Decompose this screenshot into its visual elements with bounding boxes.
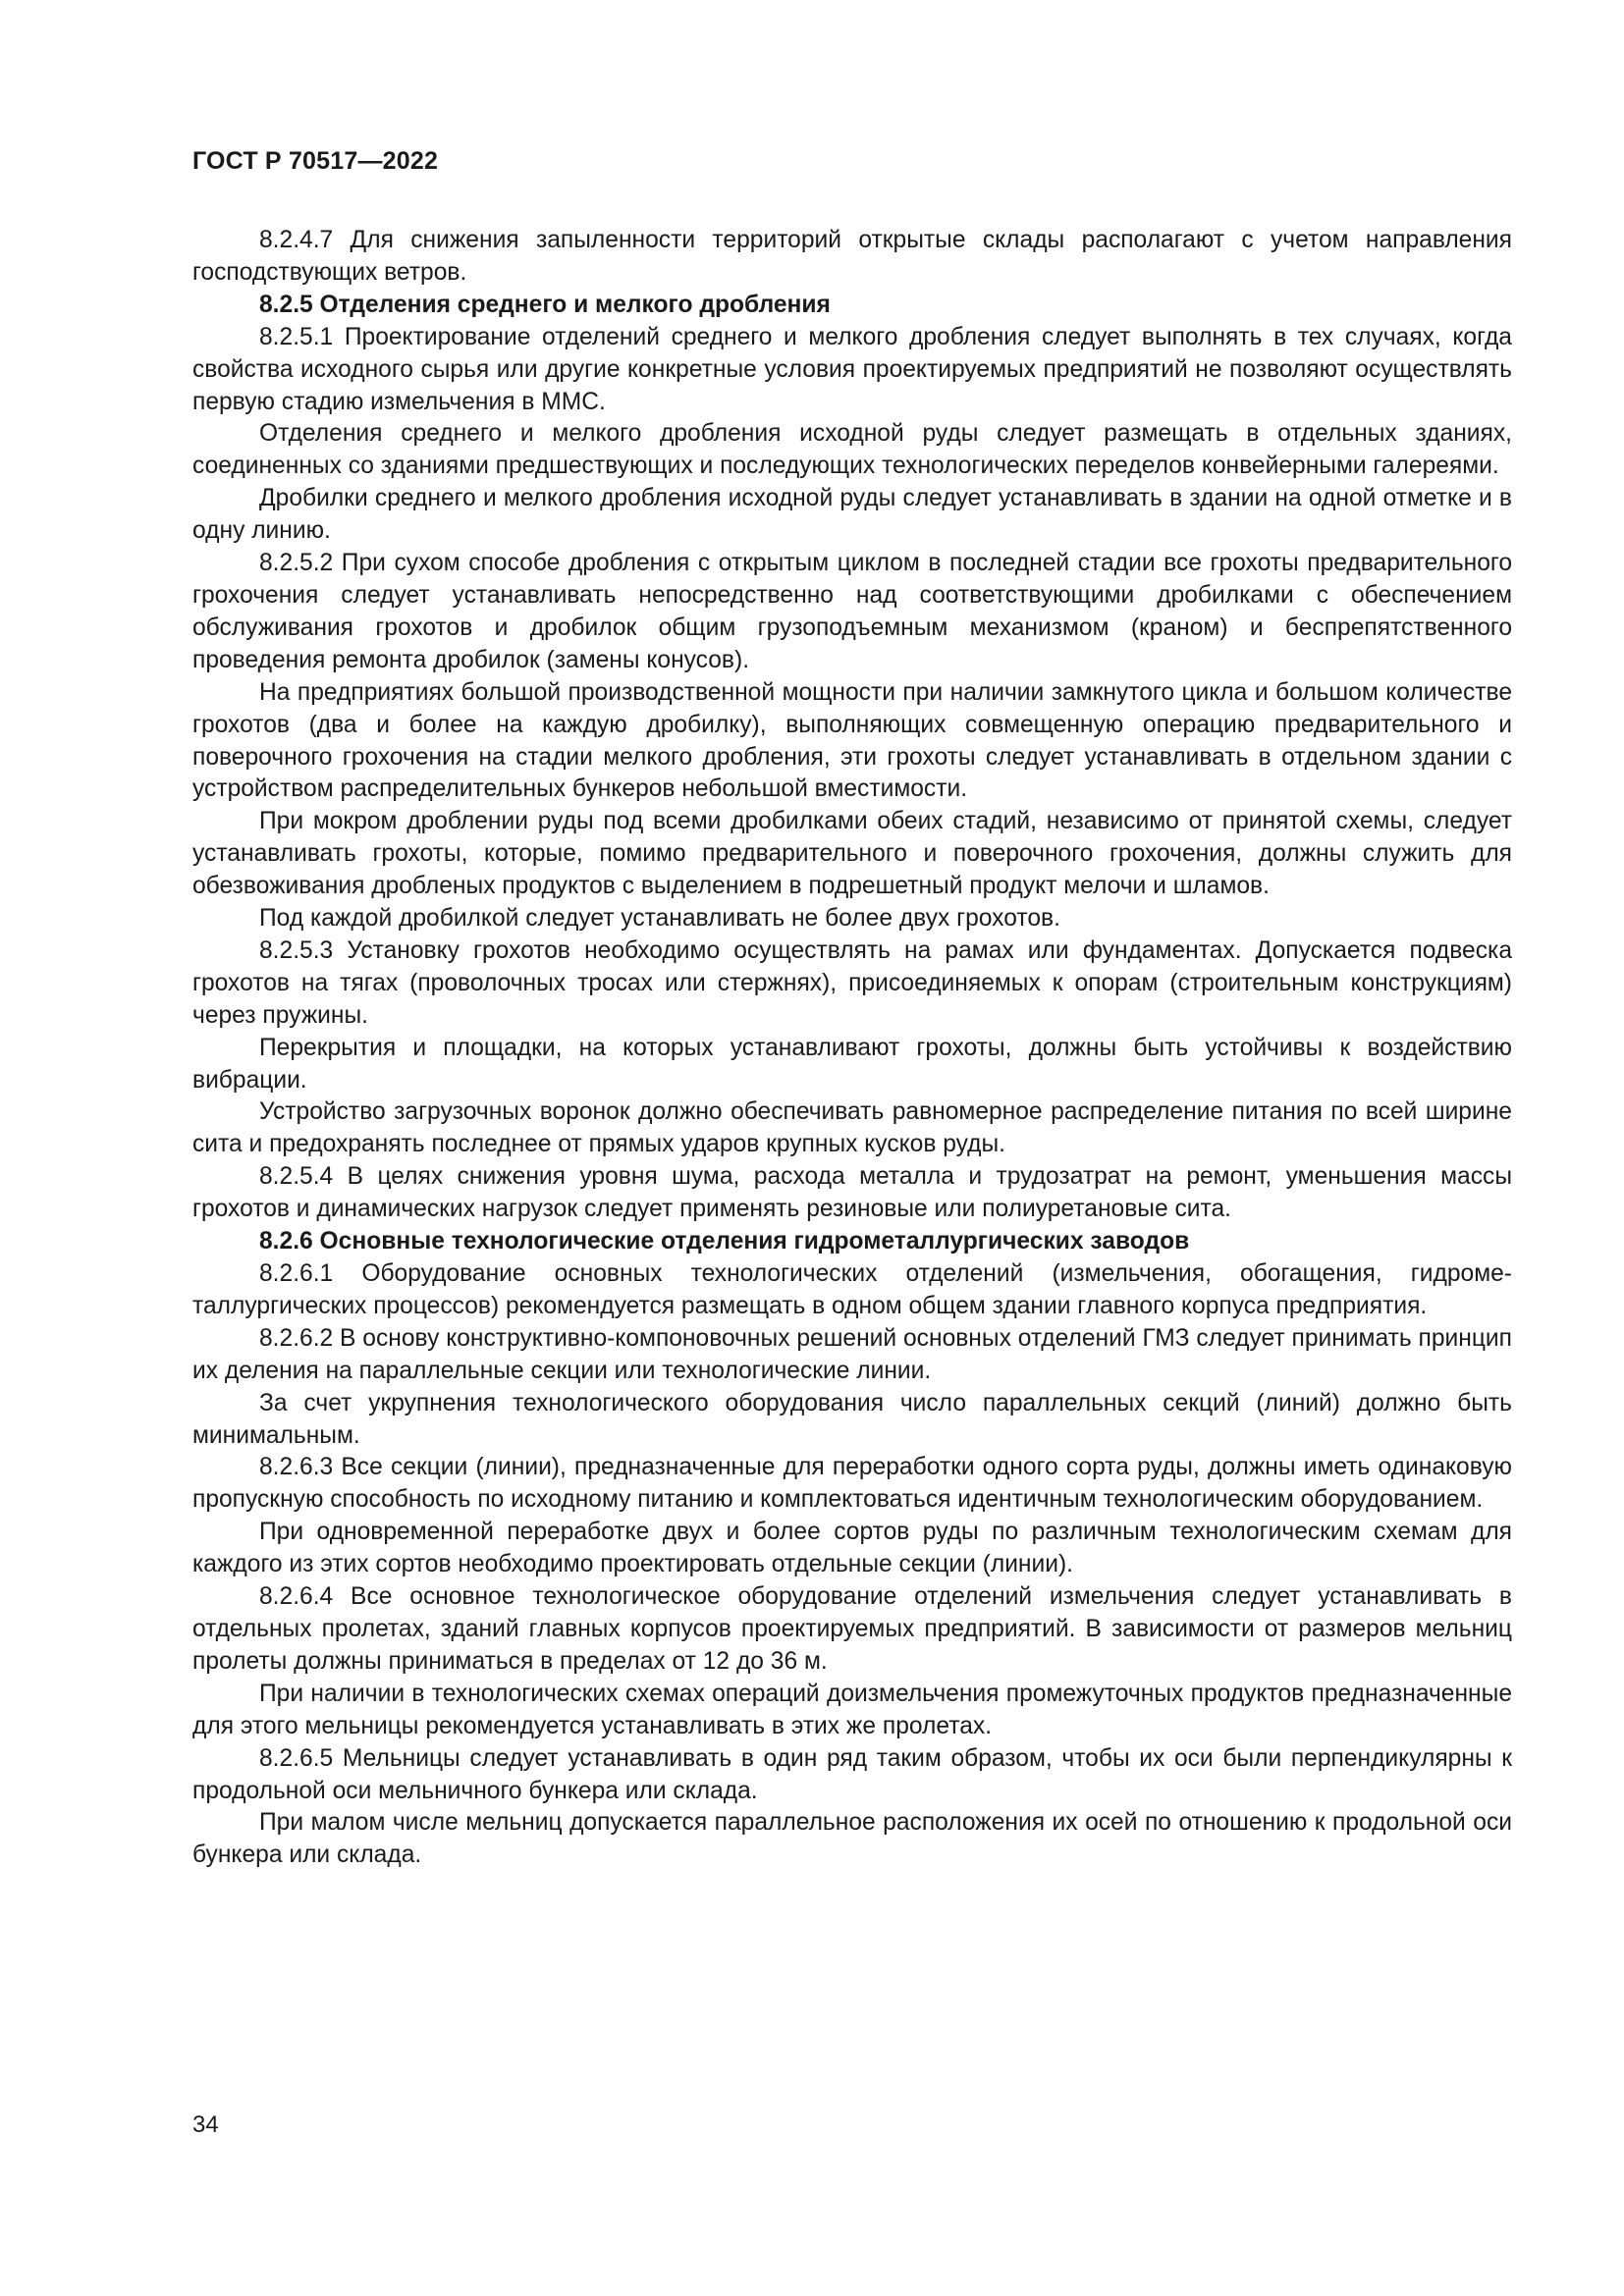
- paragraph: При наличии в технологических схемах операций доизмельчения промежуточных продуктов предназначенные для этого мельницы рекомендуется устанавливать в этих же пролетах.: [192, 1680, 1512, 1739]
- paragraph-8-2-6-4: 8.2.6.4 Все основное технологическое оборудование отделений измельчения следует устанавливать в отдельных пролетах, зданий главных корпусов проектируемых предприятий. В зависимости от размеров мельниц пролеты должны приниматься в пределах от 12 до 36 м.: [192, 1583, 1512, 1675]
- paragraph: Отделения среднего и мелкого дробления исходной руды следует размещать в отдельных зданиях, соединенных со зданиями предшествующих и последующих технологических переделов конвейерными галереями.: [192, 420, 1512, 480]
- paragraph-8-2-6-5: 8.2.6.5 Мельницы следует устанавливать в один ряд таким образом, чтобы их оси были перпендикулярны к продольной оси мельничного бункера или склада.: [192, 1744, 1512, 1804]
- paragraph-8-2-6-1: 8.2.6.1 Оборудование основных технологических отделений (измельчения, обогащения, гидрометаллургических процессов) рекомендуется размещать в одном общем здании главного корпуса предприятия.: [192, 1260, 1512, 1319]
- paragraph-8-2-5-3: 8.2.5.3 Установку грохотов необходимо осуществлять на рамах или фундаментах. Допускается подвеска грохотов на тягах (проволочных тросах или стержнях), присоединяемых к опорам (строительным конструкциям) через пружины.: [192, 936, 1512, 1029]
- paragraph: При одновременной переработке двух и более сортов руды по различным технологическим схемам для каждого из этих сортов необходимо проектировать отдельные секции (линии).: [192, 1519, 1512, 1578]
- paragraph: На предприятиях большой производственной мощности при наличии замкнутого цикла и большом количестве грохотов (два и более на каждую дробилку), выполняющих совмещенную операцию предварительного и поверочного грохочения на стадии мелкого дробления, эти грохоты следует устанавливать в отдельном здании с устройством распределительных бункеров небольшой вместимости.: [192, 678, 1512, 803]
- paragraph: Перекрытия и площадки, на которых устанавливают грохоты, должны быть устойчивы к воздействию вибрации.: [192, 1034, 1512, 1094]
- paragraph: Дробилки среднего и мелкого дробления исходной руды следует устанавливать в здании на одной отметке и в одну линию.: [192, 485, 1512, 545]
- paragraph: Устройство загрузочных воронок должно обеспечивать равномерное распределение питания по всей ширине сита и предохранять последнее от прямых ударов крупных кусков руды.: [192, 1098, 1512, 1158]
- paragraph: При малом числе мельниц допускается параллельное расположения их осей по отношению к продольной оси бункера или склада.: [192, 1809, 1512, 1869]
- paragraph: Под каждой дробилкой следует устанавливать не более двух грохотов.: [259, 905, 1060, 933]
- page-header-standard-id: ГОСТ Р 70517—2022: [192, 147, 439, 175]
- section-heading-8-2-5: 8.2.5 Отделения среднего и мелкого дробления: [259, 291, 831, 318]
- paragraph-8-2-4-7: 8.2.4.7 Для снижения запыленности территорий открытые склады располагают с учетом направления господствующих ветров.: [192, 227, 1512, 286]
- paragraph: При мокром дроблении руды под всеми дробилками обеих стадий, независимо от принятой схемы, следует устанавливать грохоты, которые, помимо предварительного и поверочного грохочения, должны служить для обезвоживания дробленых продуктов с выделением в подрешетный продукт мелочи и шламов.: [192, 808, 1512, 900]
- document-body: [192, 225, 1512, 1872]
- paragraph-8-2-6-2: 8.2.6.2 В основу конструктивно-компоновочных решений основных отделений ГМЗ следует принимать принцип их деления на параллельные секции или технологические линии.: [192, 1324, 1512, 1384]
- page-number: 34: [192, 2111, 219, 2138]
- paragraph: За счет укрупнения технологического оборудования число параллельных секций (линий) должно быть минимальным.: [192, 1389, 1512, 1449]
- paragraph-8-2-5-2: 8.2.5.2 При сухом способе дробления с открытым циклом в последней стадии все грохоты предварительного грохочения следует устанавливать непосредственно над соответствующими дробилками с обеспечением обслуживания грохотов и дробилок общим грузоподъемным механизмом (краном) и беспрепятственного проведения ремонта дробилок (замены конусов).: [192, 550, 1512, 673]
- section-heading-8-2-6: 8.2.6 Основные технологические отделения гидрометаллургических заводов: [259, 1228, 1190, 1255]
- paragraph-8-2-5-1: 8.2.5.1 Проектирование отделений среднего и мелкого дробления следует выполнять в тех случаях, когда свойства исходного сырья или другие конкретные условия проектируемых предприятий не позволяют осуществлять первую стадию измельчения в ММС.: [192, 323, 1512, 415]
- paragraph-8-2-5-4: 8.2.5.4 В целях снижения уровня шума, расхода металла и трудозатрат на ремонт, уменьшения массы грохотов и динамических нагрузок следует применять резиновые или полиуретановые сита.: [192, 1163, 1512, 1223]
- paragraph-8-2-6-3: 8.2.6.3 Все секции (линии), предназначенные для переработки одного сорта руды, должны иметь одинаковую пропускную способность по исходному питанию и комплектоваться идентичным технологическим оборудованием.: [192, 1454, 1512, 1514]
